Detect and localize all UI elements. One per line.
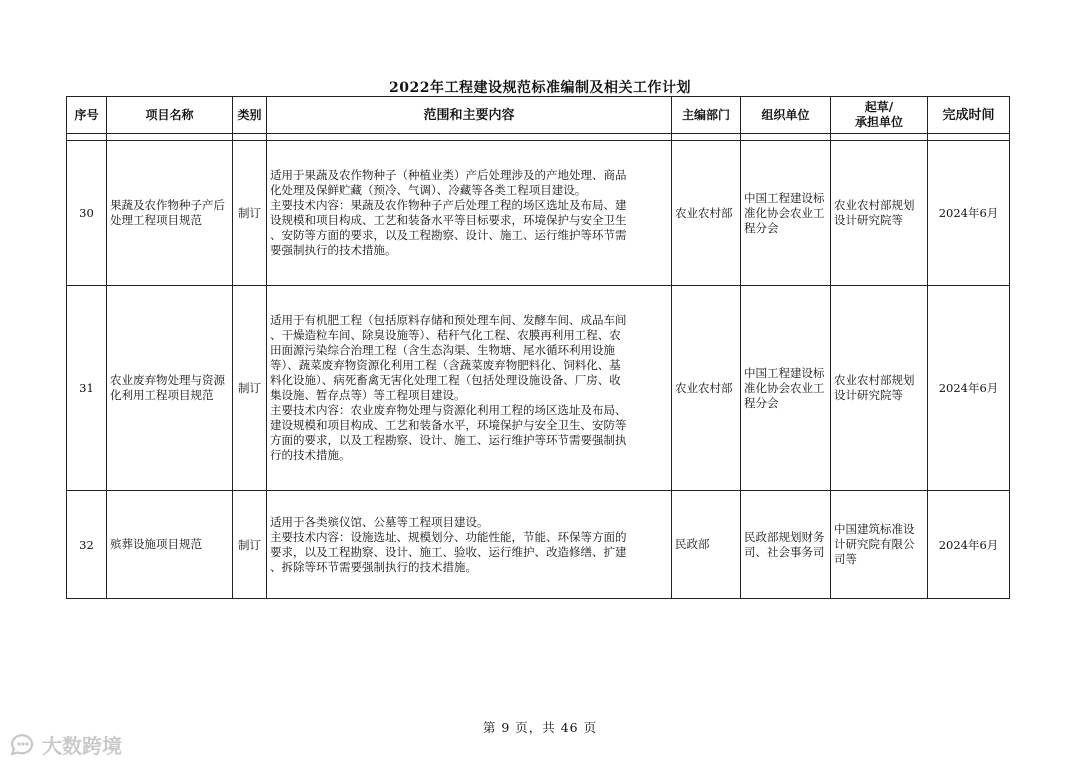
header-drafter-line1: 起草/	[864, 100, 894, 114]
cell-organizer: 中国工程建设标准化协会农业工程分会	[741, 141, 831, 286]
cell-deadline: 2024年6月	[928, 286, 1010, 491]
cell-category: 制订	[233, 286, 267, 491]
header-category: 类别	[233, 97, 267, 134]
header-organizer: 组织单位	[741, 97, 831, 134]
scope-line: 等）、蔬菜废弃物资源化利用工程（含蔬菜废弃物肥料化、饲料化、基	[270, 358, 621, 372]
cell-scope	[267, 286, 672, 491]
page-footer: 第 9 页，共 46 页	[482, 720, 598, 735]
header-deadline: 完成时间	[928, 97, 1010, 134]
scope-line: 田面源污染综合治理工程（含生态沟渠、生物塘、尾水循环利用设施	[270, 343, 615, 357]
cell-seq: 30	[67, 141, 107, 286]
header-drafter	[831, 97, 928, 134]
scope-line: 集设施、暂存点等）等工程项目建设。	[270, 388, 466, 402]
scope-line: 主要技术内容：农业废弃物处理与资源化利用工程的场区选址及布局、	[270, 403, 627, 417]
cell-scope	[267, 491, 672, 599]
cell-editor: 农业农村部	[672, 141, 741, 286]
scope-line: 建设规模和项目构成、工艺和装备水平，环境保护与安全卫生、安防等	[270, 418, 627, 432]
watermark-text: 大数跨境	[42, 733, 122, 758]
scope-line: 适用于果蔬及农作物种子（种植业类）产后处理涉及的产地处理、商品	[270, 168, 627, 182]
cell-project-name: 果蔬及农作物种子产后处理工程项目规范	[107, 141, 233, 286]
table-row	[67, 141, 1010, 286]
scope-line: 行的技术措施。	[270, 448, 351, 462]
watermark	[8, 729, 122, 759]
plan-table	[66, 96, 1010, 599]
scope-line: 适用于有机肥工程（包括原料存储和预处理车间、发酵车间、成品车间	[270, 313, 627, 327]
scope-line: 设规模和项目构成、工艺和装备水平等目标要求，环境保护与安全卫生	[270, 213, 627, 227]
cell-seq: 32	[67, 491, 107, 599]
scope-line: 、干燥造粒车间、除臭设施等）、秸秆气化工程、农膜再利用工程、农	[270, 328, 621, 342]
scope-line: 方面的要求，以及工程勘察、设计、施工、运行维护等环节需要强制执	[270, 433, 627, 447]
cell-drafter: 农业农村部规划设计研究院等	[831, 286, 928, 491]
scope-line: 化处理及保鲜贮藏（预冷、气调）、冷藏等各类工程项目建设。	[270, 183, 587, 197]
cell-scope	[267, 141, 672, 286]
header-name: 项目名称	[107, 97, 233, 134]
table-header-row	[67, 97, 1010, 134]
chat-bubble-logo-icon	[8, 732, 38, 756]
cell-category: 制订	[233, 491, 267, 599]
document-title: 2022年工程建设规范标准编制及相关工作计划	[389, 80, 691, 96]
scope-line: 要强制执行的技术措施。	[270, 243, 397, 257]
scope-line: 料化设施）、病死畜禽无害化处理工程（包括处理设施设备、厂房、收	[270, 373, 621, 387]
cell-project-name: 农业废弃物处理与资源化利用工程项目规范	[107, 286, 233, 491]
scope-line: 要求，以及工程勘察、设计、施工、验收、运行维护、改造修缮、扩建	[270, 544, 627, 559]
cell-organizer: 中国工程建设标准化协会农业工程分会	[741, 286, 831, 491]
cell-project-name: 殡葬设施项目规范	[107, 491, 233, 599]
scope-line: 主要技术内容：果蔬及农作物种子产后处理工程的场区选址及布局、建	[270, 198, 627, 212]
cell-drafter: 中国建筑标准设计研究院有限公司等	[831, 491, 928, 599]
scope-line: 适用于各类殡仪馆、公墓等工程项目建设。	[270, 514, 489, 529]
cell-deadline: 2024年6月	[928, 491, 1010, 599]
table-row	[67, 286, 1010, 491]
header-drafter-line2: 承担单位	[854, 115, 903, 129]
table-row	[67, 491, 1010, 599]
cell-editor: 民政部	[672, 491, 741, 599]
scope-line: 、安防等方面的要求，以及工程勘察、设计、施工、运行维护等环节需	[270, 228, 627, 242]
cell-organizer: 民政部规划财务司、社会事务司	[741, 491, 831, 599]
cell-category: 制订	[233, 141, 267, 286]
scope-line: 、拆除等环节需要强制执行的技术措施。	[270, 559, 477, 574]
cell-drafter: 农业农村部规划设计研究院等	[831, 141, 928, 286]
header-seq: 序号	[67, 97, 107, 134]
cell-editor: 农业农村部	[672, 286, 741, 491]
header-editor: 主编部门	[672, 97, 741, 134]
scope-line: 主要技术内容：设施选址、规模划分、功能性能，节能、环保等方面的	[270, 529, 627, 544]
cell-deadline: 2024年6月	[928, 141, 1010, 286]
table-spacer-row	[67, 134, 1010, 141]
cell-seq: 31	[67, 286, 107, 491]
header-scope: 范围和主要内容	[267, 97, 672, 134]
